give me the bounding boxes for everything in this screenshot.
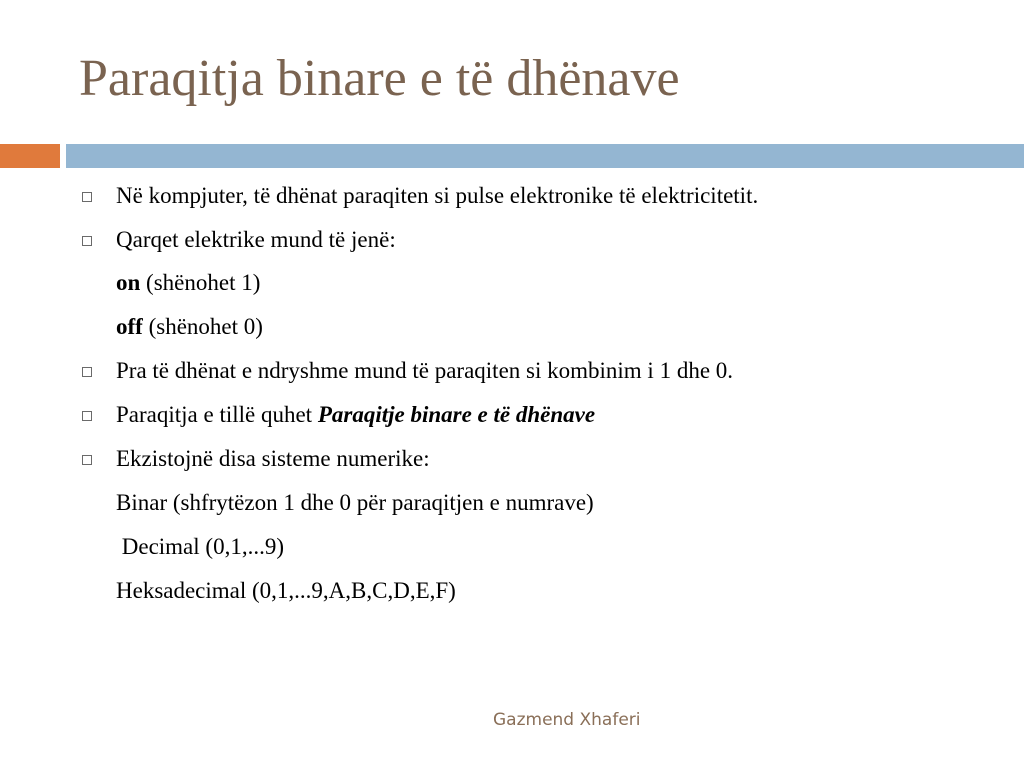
bullet-item xyxy=(116,401,595,429)
square-bullet-icon xyxy=(82,236,92,246)
item-bold-italic-text: Paraqitje binare e të dhënave xyxy=(317,402,596,427)
item-text: (shënohet 1) xyxy=(140,270,261,295)
item-text: Paraqitja e tillë quhet xyxy=(116,402,318,427)
sub-item xyxy=(116,577,456,605)
sub-item xyxy=(116,489,594,517)
item-text: Ekzistojnë disa sisteme numerike: xyxy=(116,446,430,471)
square-bullet-icon xyxy=(82,455,92,465)
square-bullet-icon xyxy=(82,367,92,377)
accent-bar-orange xyxy=(0,144,60,168)
sub-item xyxy=(116,269,260,297)
item-bold-text: on xyxy=(116,270,141,295)
bullet-item xyxy=(116,445,430,473)
square-bullet-icon xyxy=(82,192,92,202)
square-bullet-icon xyxy=(82,411,92,421)
bullet-item xyxy=(116,357,733,385)
item-text: Decimal (0,1,...9) xyxy=(116,534,284,559)
bullet-item xyxy=(116,182,758,210)
item-text: Pra të dhënat e ndryshme mund të paraqiten si kombinim i 1 dhe 0. xyxy=(116,358,734,383)
item-bold-text: off xyxy=(116,314,143,339)
item-text: Qarqet elektrike mund të jenë: xyxy=(116,227,396,252)
footer-author: Gazmend Xhaferi xyxy=(493,710,641,730)
item-text: (shënohet 0) xyxy=(142,314,263,339)
accent-bar-blue xyxy=(66,144,1024,168)
item-text: Heksadecimal (0,1,...9,A,B,C,D,E,F) xyxy=(116,578,456,603)
item-text: Binar (shfrytëzon 1 dhe 0 për paraqitjen e numrave) xyxy=(116,490,594,515)
item-text: Në kompjuter, të dhënat paraqiten si pulse elektronike të elektricitetit. xyxy=(116,183,759,208)
sub-item xyxy=(116,533,284,561)
bullet-item xyxy=(116,226,396,254)
sub-item xyxy=(116,313,263,341)
slide-title: Paraqitja binare e të dhënave xyxy=(79,50,680,107)
